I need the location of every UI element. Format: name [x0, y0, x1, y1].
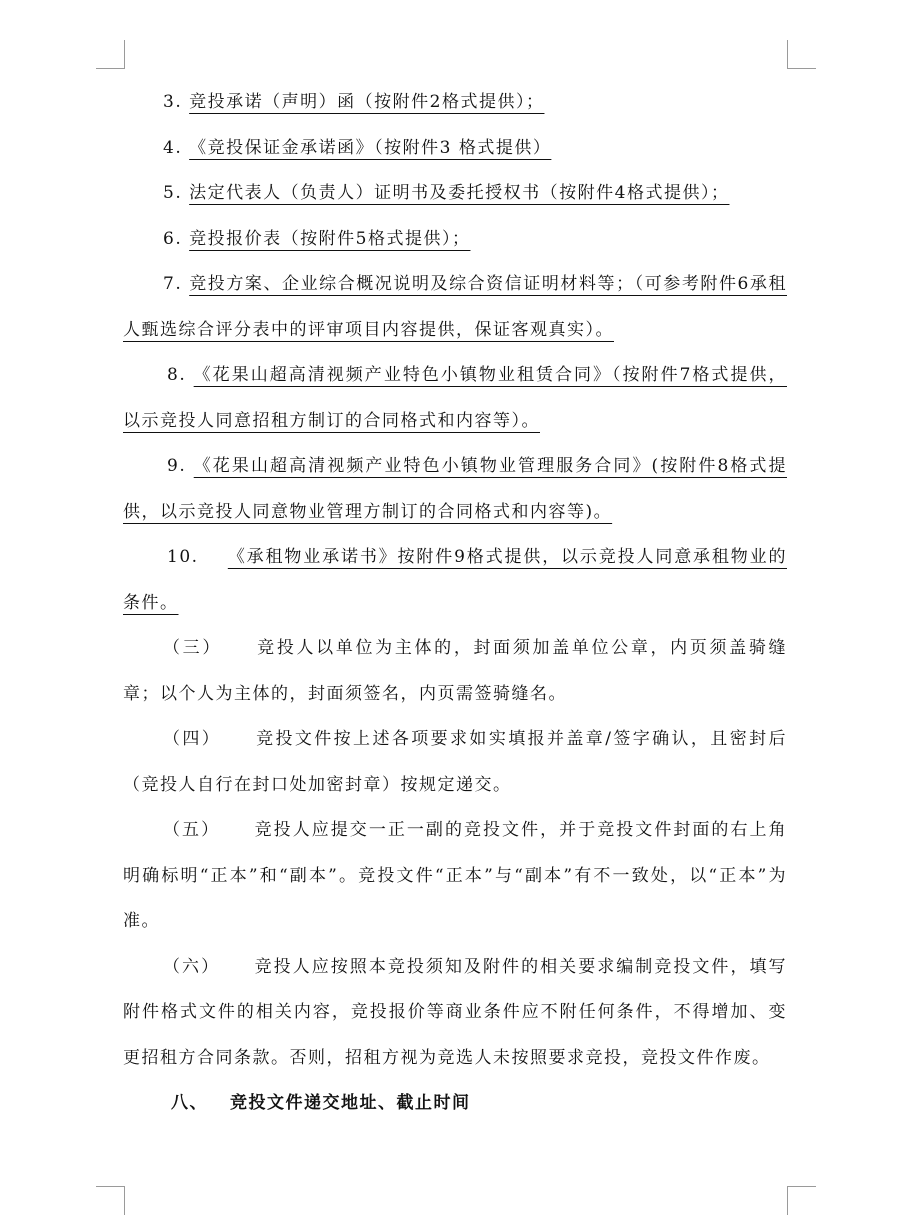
section-5: [123, 808, 787, 945]
item-number: 8.: [167, 365, 187, 385]
item-number: 3.: [163, 92, 183, 112]
item-text: 《竞投保证金承诺函》（按附件3 格式提供）: [189, 137, 552, 158]
document-body: [123, 80, 787, 1127]
section-4: [123, 717, 787, 808]
section-6: [123, 945, 787, 1082]
crop-mark-top-left: [96, 40, 125, 69]
list-item-5: [123, 171, 787, 217]
section-number: （五）: [163, 820, 221, 840]
section-text: 竞投人应提交一正一副的竞投文件，并于竞投文件封面的右上角明确标明“正本”和“副本”。竞投文件“正本”与“副本”有不一致处，以“正本”为准。: [123, 820, 788, 931]
section-text: 竞投人应按照本竞投须知及附件的相关要求编制竞投文件，填写附件格式文件的相关内容，竞投报价等商业条件应不附任何条件，不得增加、变更招租方合同条款。否则，招租方视为竞选人未按照要求竞投，竞投文件作废。: [123, 956, 788, 1068]
list-item-6: [123, 217, 787, 263]
item-text: 竞投报价表（按附件5格式提供）；: [189, 228, 471, 249]
item-number: 6.: [163, 228, 183, 249]
crop-mark-bottom-right: [787, 1186, 816, 1215]
list-item-9: [123, 444, 787, 535]
section-heading-8: [123, 1081, 787, 1127]
heading-text: 竞投文件递交地址、截止时间: [230, 1093, 471, 1113]
item-number: 4.: [163, 137, 183, 158]
list-item-3: [123, 80, 787, 126]
crop-mark-bottom-left: [96, 1186, 125, 1215]
section-text: 竞投文件按上述各项要求如实填报并盖章/签字确认，且密封后（竞投人自行在封口处加密封章）按规定递交。: [123, 729, 787, 795]
item-number: 5.: [163, 183, 183, 203]
heading-number: 八、: [171, 1093, 208, 1113]
section-number: （四）: [163, 729, 222, 749]
item-text: 竞投承诺（声明）函（按附件2格式提供）；: [189, 92, 545, 112]
list-item-10: [123, 535, 787, 626]
item-text: 《花果山超高清视频产业特色小镇物业租赁合同》（按附件7格式提供，以示竞投人同意招租方制订的合同格式和内容等）。: [123, 365, 787, 431]
item-text: 《承租物业承诺书》按附件9格式提供，以示竞投人同意承租物业的条件。: [123, 547, 787, 613]
section-3: [123, 626, 787, 717]
item-text: 法定代表人（负责人）证明书及委托授权书（按附件4格式提供）；: [189, 183, 730, 203]
item-number: 9.: [167, 456, 187, 476]
item-number: 7.: [163, 274, 183, 294]
section-number: （三）: [163, 638, 222, 658]
crop-mark-top-right: [787, 40, 816, 69]
list-item-8: [123, 353, 787, 444]
section-text: 竞投人以单位为主体的，封面须加盖单位公章，内页须盖骑缝章；以个人为主体的，封面须签名，内页需签骑缝名。: [123, 638, 787, 704]
list-item-4: [123, 126, 787, 172]
list-item-7: [123, 262, 787, 353]
item-number: 10.: [167, 547, 199, 567]
item-text: 竞投方案、企业综合概况说明及综合资信证明材料等；（可参考附件6承租人甄选综合评分表中的评审项目内容提供，保证客观真实）。: [123, 274, 787, 340]
item-text: 《花果山超高清视频产业特色小镇物业管理服务合同》(按附件8格式提供，以示竞投人同意物业管理方制订的合同格式和内容等)。: [123, 456, 787, 522]
section-number: （六）: [163, 956, 221, 977]
